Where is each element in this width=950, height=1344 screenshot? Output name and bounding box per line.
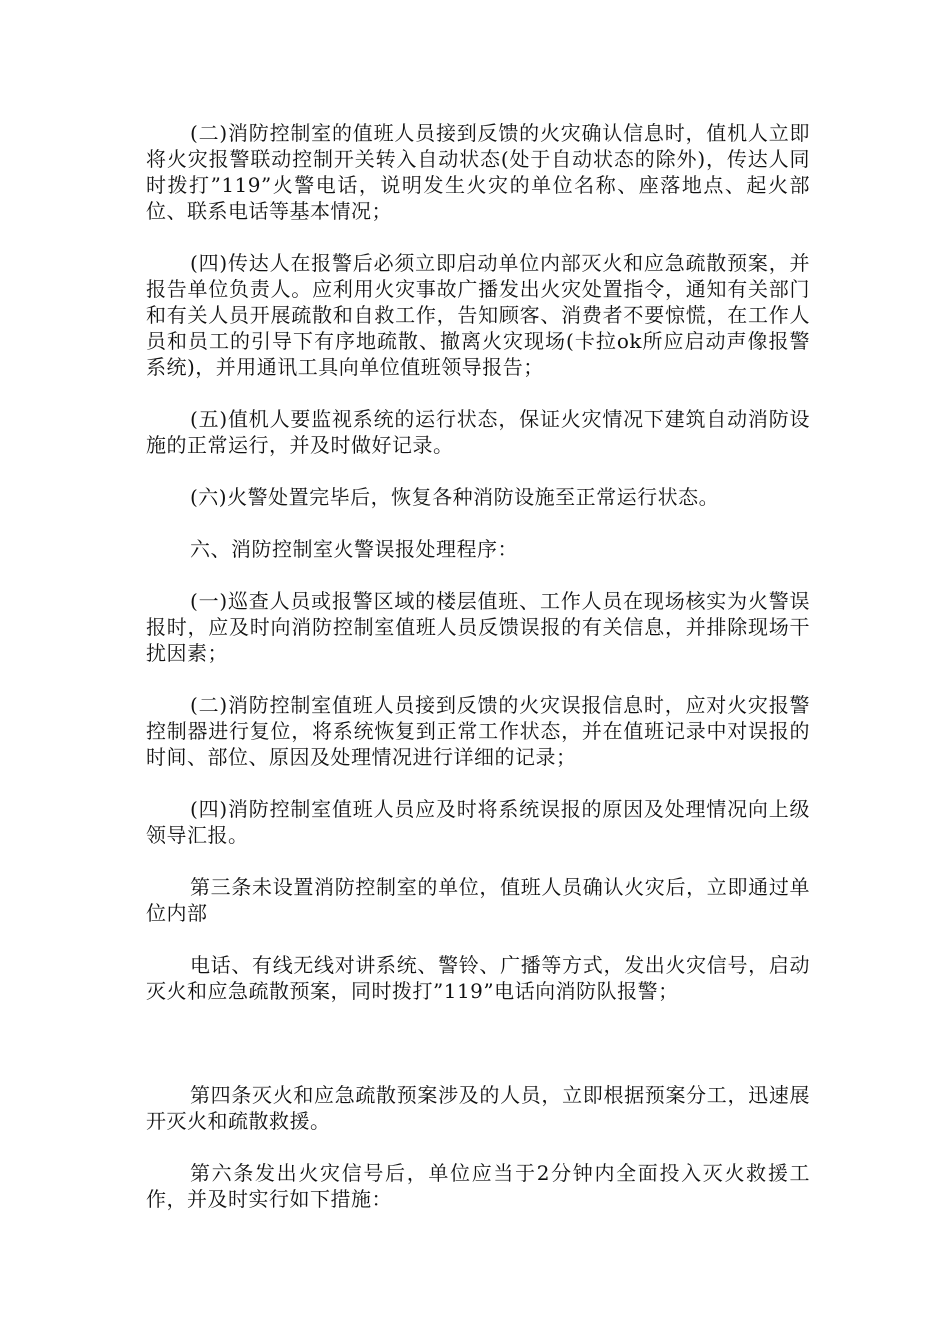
blank-space [146,1030,810,1082]
paragraph-article-three: 第三条未设置消防控制室的单位，值班人员确认火灾后，立即通过单位内部 [146,875,810,925]
paragraph-false-alarm-verify: (一)巡查人员或报警区域的楼层值班、工作人员在现场核实为火警误报时，应及时向消防控制室值班人员反馈误报的有关信息，并排除现场干扰因素； [146,589,810,665]
paragraph-false-alarm-report: (四)消防控制室值班人员应及时将系统误报的原因及处理情况向上级领导汇报。 [146,797,810,847]
paragraph-restore-facilities: (六)火警处置完毕后，恢复各种消防设施至正常运行状态。 [190,485,720,509]
paragraph-alarm-confirm: (二)消防控制室的值班人员接到反馈的火灾确认信息时，值机人立即将火灾报警联动控制开关转入自动状态(处于自动状态的除外)，传达人同时拨打”119”火警电话，说明发生火灾的单位名称、座落地点、起火部位、联系电话等基本情况； [146,121,810,223]
paragraph-evacuation-plan: (四)传达人在报警后必须立即启动单位内部灭火和应急疏散预案，并报告单位负责人。应利用火灾事故广播发出火灾处置指令，通知有关部门和有关人员开展疏散和自救工作，告知顾客、消费者不要惊慌，在工作人员和员工的引导下有序地疏散、撤离火灾现场(卡拉ok所应启动声像报警系统)，并用通讯工具向单位值班领导报告； [146,251,810,379]
paragraph-false-alarm-reset: (二)消防控制室值班人员接到反馈的火灾误报信息时，应对火灾报警控制器进行复位，将系统恢复到正常工作状态，并在值班记录中对误报的时间、部位、原因及处理情况进行详细的记录； [146,693,810,769]
section-heading-false-alarm: 六、消防控制室火警误报处理程序： [190,537,518,561]
paragraph-monitor-system: (五)值机人要监视系统的运行状态，保证火灾情况下建筑自动消防设施的正常运行，并及时做好记录。 [146,407,810,457]
paragraph-article-six: 第六条发出火灾信号后，单位应当于2分钟内全面投入灭火救援工作，并及时实行如下措施： [146,1161,810,1211]
paragraph-article-four: 第四条灭火和应急疏散预案涉及的人员，立即根据预案分工，迅速展开灭火和疏散救援。 [146,1083,810,1133]
document-body [146,120,810,1238]
paragraph-article-three-continued: 电话、有线无线对讲系统、警铃、广播等方式，发出火灾信号，启动灭火和应急疏散预案，同时拨打”119”电话向消防队报警； [146,953,810,1003]
